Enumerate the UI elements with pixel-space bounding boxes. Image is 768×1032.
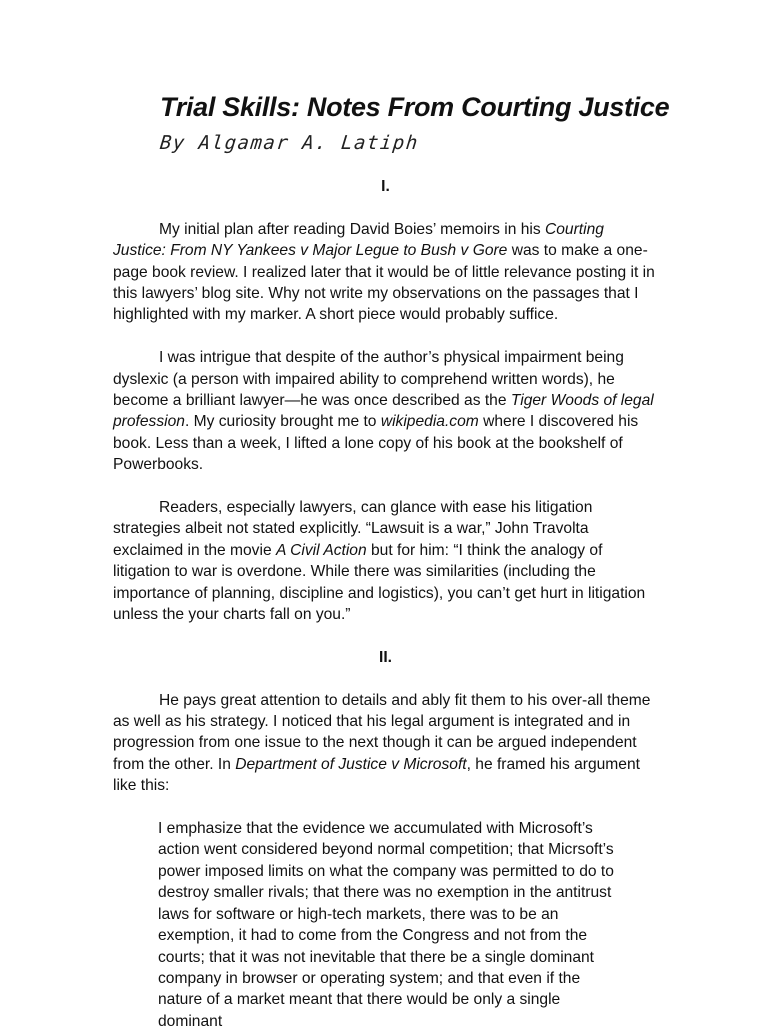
italic-text: Courting Justice: From NY Yankees v Major Legue to Bush v Gore bbox=[113, 220, 604, 260]
italic-text: wikipedia.com bbox=[380, 413, 479, 431]
paragraph bbox=[113, 497, 658, 625]
italic-text: Tiger Woods of legal profession bbox=[113, 392, 654, 431]
text-run: Readers, especially lawyers, can glance with ease his litigation strategies albeit not stated explicitly. “Lawsuit is a war,” John Travolta exclaimed in the movie bbox=[113, 499, 593, 559]
paragraph bbox=[113, 347, 658, 475]
italic-text: Department of Justice v Microsoft bbox=[235, 755, 467, 773]
author-byline: By Algamar A. Latiph bbox=[158, 132, 420, 154]
italic-text: A Civil Action bbox=[275, 541, 367, 559]
text-run: , he framed his argument like this: bbox=[113, 755, 640, 795]
section-heading-2: II. bbox=[379, 648, 392, 666]
text-run: where I discovered his book. Less than a week, I lifted a lone copy of his book at the bookshelf of Powerbooks. bbox=[113, 413, 639, 474]
text-run: He pays great attention to details and ably fit them to his over-all theme as well as his strategy. I noticed that his legal argument is integrated and in progression from one issue to the next though it can be argued independent from the other. In bbox=[113, 691, 651, 773]
block-quote: I emphasize that the evidence we accumulated with Microsoft’s action went considered beyond normal competition; that Micrsoft’s power imposed limits on what the company was permitted to do to destroy smaller rivals; that there was no exemption in the antitrust laws for software or high-tech markets, there was to be an exemption, it had to come from the Congress and not from the courts; that it was not inevitable that there be a single dominant company in browser or operating system; and that even if the nature of a market meant that there would be only a single dominant bbox=[158, 820, 614, 1030]
paragraph bbox=[113, 219, 658, 326]
document-title: Trial Skills: Notes From Courting Justice bbox=[160, 92, 670, 122]
paragraph bbox=[113, 690, 658, 797]
text-run: but for him: “I think the analogy of litigation to war is overdone. While there was similarities (including the importance of planning, discipline and logistics), you can’t get hurt in litigation unless the your charts fall on you.” bbox=[113, 541, 646, 624]
text-run: My initial plan after reading David Boies’ memoirs in his bbox=[159, 220, 545, 238]
section-heading-1: I. bbox=[381, 178, 390, 195]
text-run: I was intrigue that despite of the author’s physical impairment being dyslexic (a person with impaired ability to comprehend written words), he become a brilliant lawyer—he was once described as the bbox=[113, 349, 624, 410]
document-body bbox=[113, 176, 658, 1032]
text-run: . My curiosity brought me to bbox=[184, 413, 381, 431]
text-run: was to make a one-page book review. I realized later that it would be of little relevance posting it in this lawyers’ blog site. Why not write my observations on the passages that I highlighted with my marker. A short piece would probably suffice. bbox=[113, 242, 655, 324]
